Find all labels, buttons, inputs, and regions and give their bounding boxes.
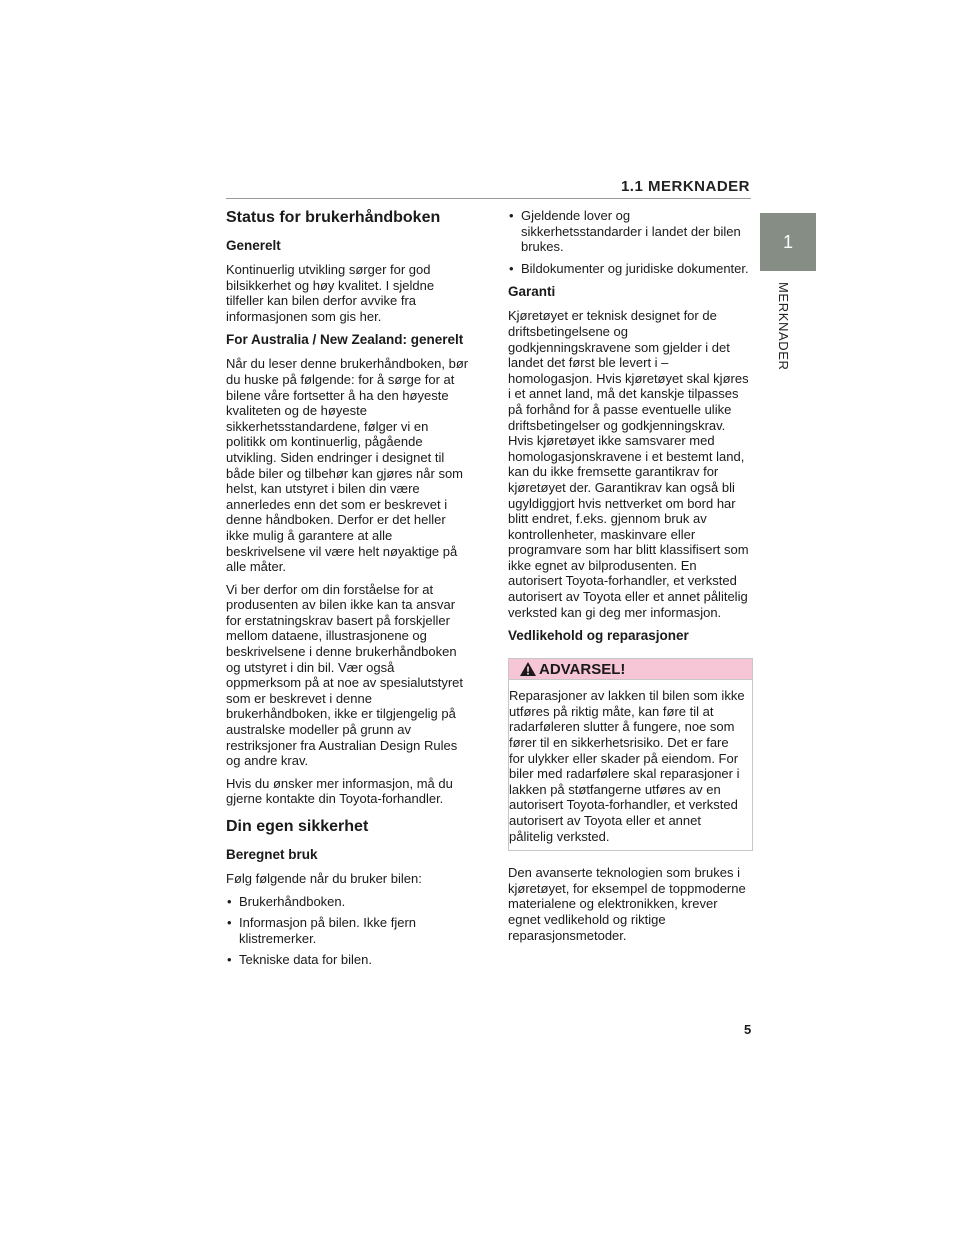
paragraph-general: Kontinuerlig utvikling sørger for god bilsikkerhet og høy kvalitet. I sjeldne tilfeller kan bilen derfor avvike fra informasjonen som gis her. — [226, 262, 435, 324]
right-column — [508, 208, 753, 950]
warning-header — [509, 659, 752, 680]
warning-box — [508, 658, 753, 851]
subheading-general: Generelt — [226, 238, 281, 253]
list-item: • Bildokumenter og juridiske dokumenter. — [508, 261, 753, 277]
chapter-tab[interactable] — [760, 213, 816, 271]
section-title: 1.1 MERKNADER — [620, 178, 750, 195]
warning-title: ADVARSEL! — [539, 661, 626, 679]
list-item: • Tekniske data for bilen. — [226, 952, 471, 968]
chapter-tab-label: MERKNADER — [776, 282, 791, 371]
warning-triangle-icon — [519, 661, 537, 677]
paragraph-technology: Den avanserte teknologien som brukes i kjøretøyet, for eksempel de toppmoderne materialene og elektronikken, krever egnet vedlikehold og riktige reparasjonsmetoder. — [508, 865, 746, 943]
list-item: • Brukerhåndboken. — [226, 894, 471, 910]
subheading-australia: For Australia / New Zealand: generelt — [226, 332, 464, 348]
page-number: 5 — [744, 1022, 752, 1037]
warning-text: Reparasjoner av lakken til bilen som ikke utføres på riktig måte, kan føre til at radarføleren slutter å fungere, noe som fører til en sikkerhetsrisiko. Det er fare for ulykker eller skader på eiendom. For biler med radarfølere skal reparasjoner i lakken på støtfangerne utføres av en autorisert Toyota-forhandler, et verksted autorisert av Toyota eller et annet pålitelig verksted. — [509, 688, 745, 844]
list-item: • Informasjon på bilen. Ikke fjern klistremerker. — [226, 915, 471, 946]
paragraph-australia-2: Vi ber derfor om din forståelse for at produsenten av bilen ikke kan ta ansvar for erstatningskrav basert på forskjeller mellom dataene, illustrasjonene og beskrivelsene i denne brukerhåndboken og utstyret i din bil. Vær også oppmerksom på at noe av spesialutstyret som er beskrevet i denne brukerhåndboken, ikke er tilgjengelig på australske modeller på grunn av restriksjoner fra Australian Design Rules og andre krav. — [226, 581, 464, 769]
header-divider — [226, 198, 751, 199]
subheading-warranty: Garanti — [508, 284, 556, 300]
subheading-maintenance: Vedlikehold og reparasjoner — [508, 628, 689, 644]
intended-use-list-continued — [508, 208, 753, 276]
intended-use-list — [226, 894, 471, 968]
section-heading-safety: Din egen sikkerhet — [226, 818, 369, 835]
section-heading-status: Status for brukerhåndboken — [226, 209, 441, 226]
paragraph-warranty: Kjøretøyet er teknisk designet for de driftsbetingelsene og godkjenningskravene som gjelder i det landet det først ble levert i – homologasjon. Hvis kjøretøyet skal kjøres i et annet land, må det kanskje tilpasses på forhånd for å passe eventuelle ulike driftsbetingelser og godkjenningskrav. Hvis kjøretøyet ikke samsvarer med homologasjonskravene i et bestemt land, kan du ikke fremsette garantikrav for kjøretøyet der. Garantikrav kan også bli ugyldiggjort hvis nettverket om bord har blitt endret, f.eks. gjennom bruk av kontrollenheter, maskinvare eller programvare som har blitt klassifisert som ikke egnet av bilprodusenten. En autorisert Toyota-forhandler, et verksted autorisert av Toyota eller et annet pålitelig verksted kan gi deg mer informasjon. — [508, 308, 749, 620]
paragraph-intended-use: Følg følgende når du bruker bilen: — [226, 871, 422, 886]
chapter-number: 1 — [782, 231, 793, 252]
list-item: • Gjeldende lover og sikkerhetsstandarder i landet der bilen brukes. — [508, 208, 753, 255]
paragraph-australia-1: Når du leser denne brukerhåndboken, bør du huske på følgende: for å sørge for at bilene våre fortsetter å ha den høyeste kvaliteten og de høyeste sikkerhetsstandardene, følger vi en politikk om kontinuerlig, pågående utvikling. Siden endringer i designet til både biler og tilbehør kan gjøres når som helst, kan utstyret i bilen din være annerledes enn det som er beskrevet i denne håndboken. Derfor er det heller ikke mulig å garantere at alle beskrivelsene vil være helt nøyaktige på alle måter. — [226, 356, 469, 575]
left-column — [226, 208, 471, 975]
paragraph-australia-3: Hvis du ønsker mer informasjon, må du gjerne kontakte din Toyota-forhandler. — [226, 775, 453, 807]
subheading-intended-use: Beregnet bruk — [226, 847, 318, 862]
